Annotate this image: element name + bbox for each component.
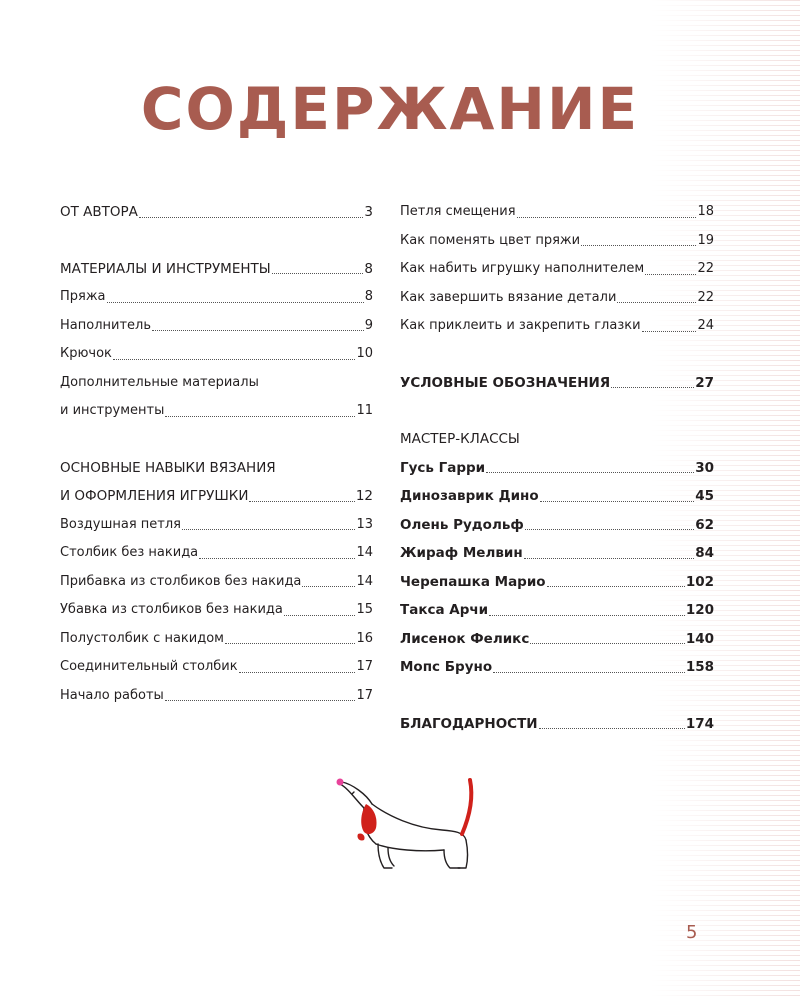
leader-dots: [486, 471, 694, 473]
toc-entry-label: Прибавка из столбиков без накида: [60, 573, 302, 589]
toc-entry-materials[interactable]: [60, 255, 373, 284]
toc-entry-label: Крючок: [60, 346, 112, 361]
toc-entry-page: 120: [685, 602, 714, 618]
toc-entry-label: Как поменять цвет пряжи: [400, 232, 581, 248]
toc-entry-label: Пряжа: [60, 289, 106, 304]
toc-entry-page: 19: [697, 232, 714, 248]
toc-entry-label: Гусь Гарри: [400, 459, 486, 476]
toc-entry[interactable]: [60, 596, 373, 625]
toc-entry[interactable]: [400, 284, 714, 313]
toc-entry-page: 22: [697, 261, 714, 276]
leader-dots: [302, 585, 355, 587]
toc-entry-page: 13: [356, 516, 373, 532]
leader-dots: [493, 671, 685, 673]
toc-entry-page: 158: [685, 659, 714, 675]
toc-section-heading-line1[interactable]: ОСНОВНЫЕ НАВЫКИ ВЯЗАНИЯ: [60, 459, 276, 476]
leader-dots: [165, 699, 356, 701]
toc-entry-label-line1[interactable]: Дополнительные материалы: [60, 374, 259, 390]
toc-entry-page: 17: [356, 659, 373, 674]
leader-dots: [539, 727, 685, 729]
toc-entry-page: 18: [697, 204, 714, 219]
leader-dots: [249, 500, 354, 502]
leader-dots: [225, 642, 355, 644]
toc-entry[interactable]: [400, 198, 714, 227]
toc-entry-page: 174: [685, 715, 714, 732]
leader-dots: [581, 244, 696, 246]
leader-dots: [139, 216, 363, 218]
toc-entry-symbols[interactable]: [400, 369, 714, 398]
toc-entry-masterclass[interactable]: [400, 454, 714, 483]
dachshund-illustration: [322, 770, 482, 880]
toc-entry[interactable]: [400, 227, 714, 256]
leader-dots: [530, 642, 684, 644]
toc-entry-label: Жираф Мелвин: [400, 545, 523, 561]
toc-entry[interactable]: [60, 625, 373, 654]
leader-dots: [284, 614, 356, 616]
toc-entry-page: 62: [695, 516, 714, 533]
toc-entry-label: Столбик без накида: [60, 545, 199, 560]
toc-entry[interactable]: [60, 511, 373, 540]
toc-entry-label: и инструменты: [60, 403, 165, 418]
toc-entry-masterclass[interactable]: [400, 539, 714, 568]
tail-shape: [462, 780, 471, 834]
toc-left-column: [60, 198, 373, 710]
toc-entry-masterclass[interactable]: [400, 625, 714, 654]
toc-entry-page: 17: [356, 687, 373, 703]
toc-entry-label: ОТ АВТОРА: [60, 204, 138, 220]
toc-entry[interactable]: [400, 255, 714, 284]
toc-entry-label: УСЛОВНЫЕ ОБОЗНАЧЕНИЯ: [400, 374, 611, 391]
toc-entry-page: 9: [364, 317, 373, 333]
toc-entry-page: 15: [356, 602, 373, 617]
toc-entry-skills[interactable]: [60, 482, 373, 511]
leader-dots: [113, 358, 356, 360]
leader-dots: [617, 301, 696, 303]
toc-entry-page: 24: [697, 318, 714, 333]
toc-entry-page: 11: [356, 403, 373, 418]
toc-entry-thanks[interactable]: [400, 710, 714, 739]
toc-entry-page: 102: [685, 573, 714, 590]
toc-entry-label: Черепашка Марио: [400, 573, 546, 590]
toc-entry-label: Наполнитель: [60, 317, 151, 333]
toc-entry-page: 22: [697, 289, 714, 305]
toc-entry-page: 14: [356, 573, 373, 589]
leader-dots: [517, 216, 697, 218]
toc-entry-masterclass[interactable]: [400, 482, 714, 511]
toc-entry[interactable]: [60, 539, 373, 568]
toc-section-heading-masterclasses[interactable]: МАСТЕР-КЛАССЫ: [400, 431, 520, 447]
toc-entry-page: 10: [356, 346, 373, 361]
toc-entry[interactable]: [60, 283, 373, 312]
toc-entry-masterclass[interactable]: [400, 653, 714, 682]
toc-entry-page: 14: [356, 545, 373, 560]
toc-entry-label: И ОФОРМЛЕНИЯ ИГРУШКИ: [60, 488, 249, 504]
toc-entry-page: 30: [695, 459, 714, 476]
leader-dots: [611, 386, 694, 388]
toc-entry[interactable]: [60, 312, 373, 341]
toc-entry-page: 45: [695, 488, 714, 504]
leader-dots: [645, 273, 696, 275]
toc-entry-label: Петля смещения: [400, 204, 516, 219]
toc-entry-label: Воздушная петля: [60, 516, 181, 532]
toc-entry-masterclass[interactable]: [400, 568, 714, 597]
toc-entry-page: 16: [356, 630, 373, 646]
toc-entry-page: 12: [355, 488, 373, 504]
toc-entry-page: 8: [364, 289, 373, 304]
toc-entry[interactable]: [400, 312, 714, 341]
toc-entry-masterclass[interactable]: [400, 596, 714, 625]
toc-entry-label: Динозаврик Дино: [400, 488, 539, 504]
leader-dots: [525, 528, 694, 530]
leader-dots: [524, 557, 695, 559]
toc-entry-label: Как завершить вязание детали: [400, 289, 617, 305]
toc-entry-author[interactable]: [60, 198, 373, 227]
leader-dots: [107, 301, 364, 303]
toc-entry[interactable]: [60, 340, 373, 369]
toc-entry-label: Убавка из столбиков без накида: [60, 602, 283, 617]
toc-right-column: [400, 198, 714, 738]
page-number: 5: [686, 922, 698, 943]
toc-entry-label: МАТЕРИАЛЫ И ИНСТРУМЕНТЫ: [60, 260, 271, 277]
leader-dots: [182, 528, 355, 530]
leader-dots: [489, 614, 685, 616]
leader-dots: [272, 272, 364, 274]
page-title: СОДЕРЖАНИЕ: [140, 75, 640, 143]
toc-entry[interactable]: [60, 568, 373, 597]
toc-entry-masterclass[interactable]: [400, 511, 714, 540]
toc-entry[interactable]: [60, 397, 373, 426]
leader-dots: [199, 557, 355, 559]
toc-entry-page: 3: [364, 204, 373, 220]
leader-dots: [540, 500, 695, 502]
toc-entry-page: 27: [695, 374, 714, 391]
leader-dots: [547, 585, 685, 587]
toc-entry-label: Такса Арчи: [400, 602, 489, 618]
toc-entry-label: Как набить игрушку наполнителем: [400, 261, 645, 276]
toc-entry-label: Начало работы: [60, 687, 164, 703]
toc-entry-label: Олень Рудольф: [400, 516, 524, 533]
leader-dots: [152, 329, 364, 331]
toc-entry-label: Лисенок Феликс: [400, 630, 530, 647]
toc-entry[interactable]: [60, 653, 373, 682]
nose-shape: [337, 779, 344, 786]
toc-entry-page: 8: [364, 260, 373, 277]
toc-entry-label: Мопс Бруно: [400, 659, 493, 675]
leader-dots: [165, 415, 355, 417]
leader-dots: [642, 330, 697, 332]
toc-entry-label: Как приклеить и закрепить глазки: [400, 318, 641, 333]
toc-entry-page: 84: [695, 545, 714, 561]
toc-entry[interactable]: [60, 682, 373, 711]
toc-entry-label: Полустолбик с накидом: [60, 630, 224, 646]
toc-entry-label: Соединительный столбик: [60, 659, 238, 674]
toc-entry-page: 140: [685, 630, 714, 647]
leader-dots: [239, 671, 356, 673]
toc-entry-label: БЛАГОДАРНОСТИ: [400, 715, 538, 732]
